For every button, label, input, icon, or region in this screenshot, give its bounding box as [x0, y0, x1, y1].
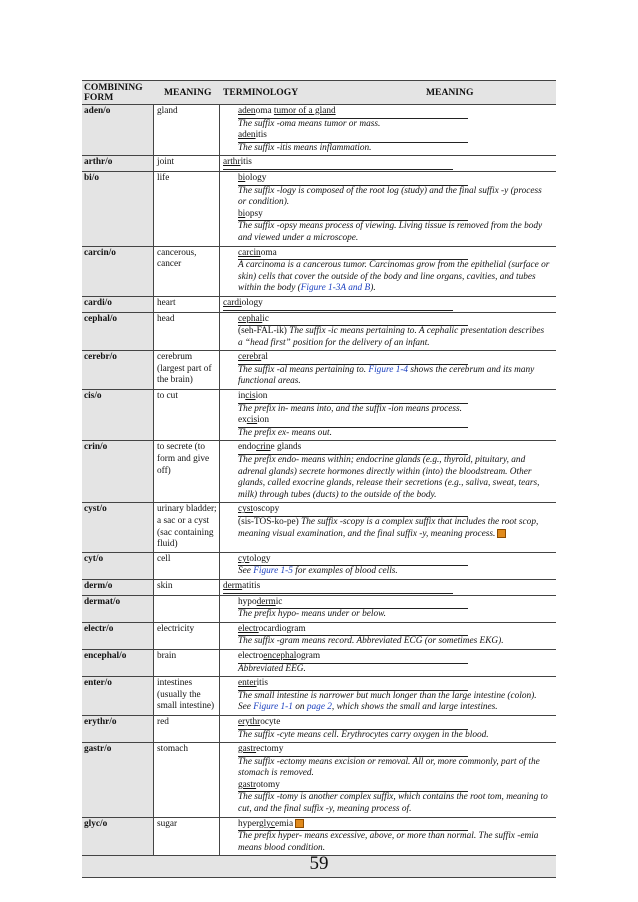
term-word: cardiology	[223, 298, 453, 311]
form-meaning: cell	[154, 553, 220, 579]
terminology-cell	[220, 580, 556, 595]
term-entry	[223, 780, 556, 793]
table-row	[82, 580, 556, 596]
table-row	[82, 650, 556, 677]
term-word: excision	[238, 415, 468, 428]
term-entry	[223, 130, 556, 143]
terminology-cell	[220, 623, 556, 649]
form-meaning	[154, 596, 220, 622]
combining-form: carcin/o	[82, 247, 154, 296]
table-header	[82, 81, 556, 105]
audio-icon[interactable]	[497, 529, 506, 538]
term-entry	[223, 157, 556, 170]
terminology-cell	[220, 716, 556, 742]
terminology-cell	[220, 313, 556, 351]
term-note: The prefix hyper- means excessive, above, or more than normal. The suffix -emia means blood condition.	[238, 831, 539, 853]
terminology-cell	[220, 247, 556, 296]
terminology-cell	[220, 172, 556, 246]
note-text: The suffix -scopy is a complex suffix that includes the root scop, meaning visual examination, and the final suffix -y, meaning process.	[238, 517, 539, 539]
term-note: The small intestine is narrower but much longer than the large intestine (colon). See Figure 1-1 on page 2, which shows the small and large intestines.	[238, 690, 537, 713]
combining-form: cyt/o	[82, 553, 154, 579]
form-meaning: joint	[154, 156, 220, 171]
form-meaning: to cut	[154, 390, 220, 440]
term-note: The suffix -itis means inflammation.	[238, 142, 372, 153]
combining-form: gastr/o	[82, 743, 154, 817]
terminology-cell	[220, 105, 556, 155]
note-text: The suffix -ic means pertaining to. A cephalic presentation describes a “head first” position for the delivery of an infant.	[238, 326, 545, 348]
term-word: cystoscopy	[238, 504, 468, 517]
form-meaning: heart	[154, 297, 220, 312]
term-note: The prefix ex- means out.	[238, 427, 332, 438]
combining-form: cyst/o	[82, 503, 154, 551]
combining-form: erythr/o	[82, 716, 154, 742]
term-word: endocrine glands	[238, 442, 468, 455]
form-meaning: to secrete (to form and give off)	[154, 441, 220, 502]
table-row	[82, 441, 556, 503]
term-word: gastrectomy	[238, 744, 468, 757]
term-note: The suffix -ectomy means excision or removal. All or, more commonly, part of the stomach is removed.	[238, 756, 540, 779]
term-word: hypodermic	[238, 597, 468, 610]
pronunciation: (sis-TOS-ko-pe)	[238, 517, 302, 527]
figure-link[interactable]: Figure 1-4	[368, 364, 409, 375]
figure-link[interactable]: Figure 1-5	[253, 566, 293, 577]
term-note: Abbreviated EEG.	[238, 663, 306, 674]
form-meaning: sugar	[154, 818, 220, 856]
terminology-cell	[220, 390, 556, 440]
combining-form: bi/o	[82, 172, 154, 246]
combining-form: enter/o	[82, 677, 154, 715]
term-entry	[223, 624, 556, 637]
term-word: carcinoma	[238, 248, 468, 261]
table-row	[82, 553, 556, 580]
form-meaning: urinary bladder; a sac or a cyst (sac containing fluid)	[154, 503, 220, 551]
table-row	[82, 247, 556, 297]
term-entry	[223, 442, 556, 455]
combining-form: encephal/o	[82, 650, 154, 676]
term-entry	[223, 173, 556, 186]
term-note: The suffix -al means pertaining to. Figure 1-4 shows the cerebrum and its many functional areas.	[238, 364, 535, 387]
term-entry	[223, 209, 556, 222]
figure-link[interactable]: Figure 1-1	[253, 702, 293, 713]
form-meaning: gland	[154, 105, 220, 155]
term-entry	[223, 314, 556, 327]
header-meaning: MEANING	[164, 87, 212, 98]
term-word: electroencephalogram	[238, 651, 468, 664]
term-word: hyperglycemia	[238, 819, 468, 832]
term-entry	[223, 298, 556, 311]
pronunciation: (seh-FAL-ik)	[238, 326, 290, 337]
term-note: The prefix in- means into, and the suffix -ion means process.	[238, 403, 462, 414]
term-word: incision	[238, 391, 468, 404]
table-row	[82, 743, 556, 818]
table-row	[82, 297, 556, 313]
terminology-cell	[220, 650, 556, 676]
form-meaning: cerebrum (largest part of the brain)	[154, 351, 220, 389]
combining-form: dermat/o	[82, 596, 154, 622]
form-meaning: cancerous, cancer	[154, 247, 220, 296]
form-meaning: skin	[154, 580, 220, 595]
term-note: The prefix hypo- means under or below.	[238, 609, 386, 620]
term-note	[223, 326, 556, 349]
table-row	[82, 105, 556, 156]
table-row	[82, 716, 556, 743]
terminology-table	[82, 80, 556, 878]
term-note: The suffix -logy is composed of the root log (study) and the final suffix -y (process or condition).	[238, 185, 542, 208]
term-entry	[223, 744, 556, 757]
terminology-cell	[220, 503, 556, 551]
combining-form: cardi/o	[82, 297, 154, 312]
term-entry	[223, 597, 556, 610]
term-entry	[223, 819, 556, 832]
term-entry	[223, 554, 556, 567]
page-link[interactable]: page 2	[306, 702, 332, 713]
term-note: The suffix -oma means tumor or mass.	[238, 118, 381, 129]
combining-form: electr/o	[82, 623, 154, 649]
terminology-cell	[220, 351, 556, 389]
term-entry	[223, 415, 556, 428]
form-meaning: red	[154, 716, 220, 742]
form-meaning: brain	[154, 650, 220, 676]
terminology-cell	[220, 743, 556, 817]
page-number: 59	[309, 853, 329, 874]
term-entry	[223, 504, 556, 517]
combining-form: derm/o	[82, 580, 154, 595]
terminology-cell	[220, 677, 556, 715]
table-row	[82, 172, 556, 247]
term-word: adenoma tumor of a gland	[238, 106, 468, 119]
term-entry	[223, 717, 556, 730]
term-note	[223, 517, 556, 540]
header-terminology: TERMINOLOGY	[223, 87, 299, 98]
table-row	[82, 818, 556, 857]
audio-icon[interactable]	[295, 819, 304, 828]
term-entry	[223, 651, 556, 664]
table-body	[82, 105, 556, 856]
term-entry	[223, 581, 556, 594]
terminology-cell	[220, 156, 556, 171]
term-entry	[223, 248, 556, 261]
term-word: electrocardiogram	[238, 624, 468, 637]
term-word: erythrocyte	[238, 717, 468, 730]
terminology-cell	[220, 596, 556, 622]
figure-link[interactable]: Figure 1-3A and B	[300, 283, 371, 294]
header-combining-form: COMBINING FORM	[84, 81, 143, 103]
form-meaning: head	[154, 313, 220, 351]
term-word: cephalic	[238, 314, 468, 327]
term-note: The suffix -tomy is another complex suffix, which contains the root tom, meaning to cut, and the final suffix -y, meaning process of.	[238, 792, 548, 815]
table-row	[82, 313, 556, 352]
combining-form: cephal/o	[82, 313, 154, 351]
term-entry	[223, 678, 556, 691]
term-note: A carcinoma is a cancerous tumor. Carcinomas grow from the epithelial (surface or skin) cells that cover the outside of the body and line organs, cavities, and tubes within the body (Figure 1-3A and B).	[238, 260, 550, 294]
table-row	[82, 390, 556, 441]
term-note: The suffix -cyte means cell. Erythrocytes carry oxygen in the blood.	[238, 729, 489, 740]
combining-form: crin/o	[82, 441, 154, 502]
header-term-meaning: MEANING	[426, 87, 474, 98]
term-note: See Figure 1-5 for examples of blood cells.	[238, 566, 398, 577]
term-entry	[223, 352, 556, 365]
term-word: biopsy	[238, 209, 468, 222]
term-word: biology	[238, 173, 468, 186]
term-note: The suffix -gram means record. Abbreviated ECG (or sometimes EKG).	[238, 636, 504, 647]
form-meaning: intestines (usually the small intestine)	[154, 677, 220, 715]
term-word: enteritis	[238, 678, 468, 691]
combining-form: cerebr/o	[82, 351, 154, 389]
form-meaning: life	[154, 172, 220, 246]
table-row	[82, 596, 556, 623]
form-meaning: stomach	[154, 743, 220, 817]
term-word: adenitis	[238, 130, 468, 143]
table-row	[82, 351, 556, 390]
combining-form: glyc/o	[82, 818, 154, 856]
term-note: The suffix -opsy means process of viewing. Living tissue is removed from the body and viewed under a microscope.	[238, 221, 543, 243]
terminology-cell	[220, 818, 556, 856]
form-meaning: electricity	[154, 623, 220, 649]
term-entry	[223, 106, 556, 119]
table-row	[82, 503, 556, 552]
term-word: cytology	[238, 554, 468, 567]
combining-form: aden/o	[82, 105, 154, 155]
table-row	[82, 156, 556, 172]
term-word: gastrotomy	[238, 780, 468, 793]
table-row	[82, 677, 556, 716]
terminology-cell	[220, 553, 556, 579]
term-word: arthritis	[223, 157, 453, 170]
term-word: cerebral	[238, 352, 468, 365]
term-word: dermatitis	[223, 581, 453, 594]
combining-form: arthr/o	[82, 156, 154, 171]
terminology-cell	[220, 297, 556, 312]
term-entry	[223, 391, 556, 404]
combining-form: cis/o	[82, 390, 154, 440]
table-row	[82, 623, 556, 650]
terminology-cell	[220, 441, 556, 502]
term-note: The prefix endo- means within; endocrine glands (e.g., thyroid, pituitary, and adrenal glands) secrete hormones directly within (into) the bloodstream. Other glands, called exocrine glands, release their secretions (e.g., saliva, sweat, tears, milk) through tubes (ducts) to the outside of the body.	[238, 455, 540, 500]
